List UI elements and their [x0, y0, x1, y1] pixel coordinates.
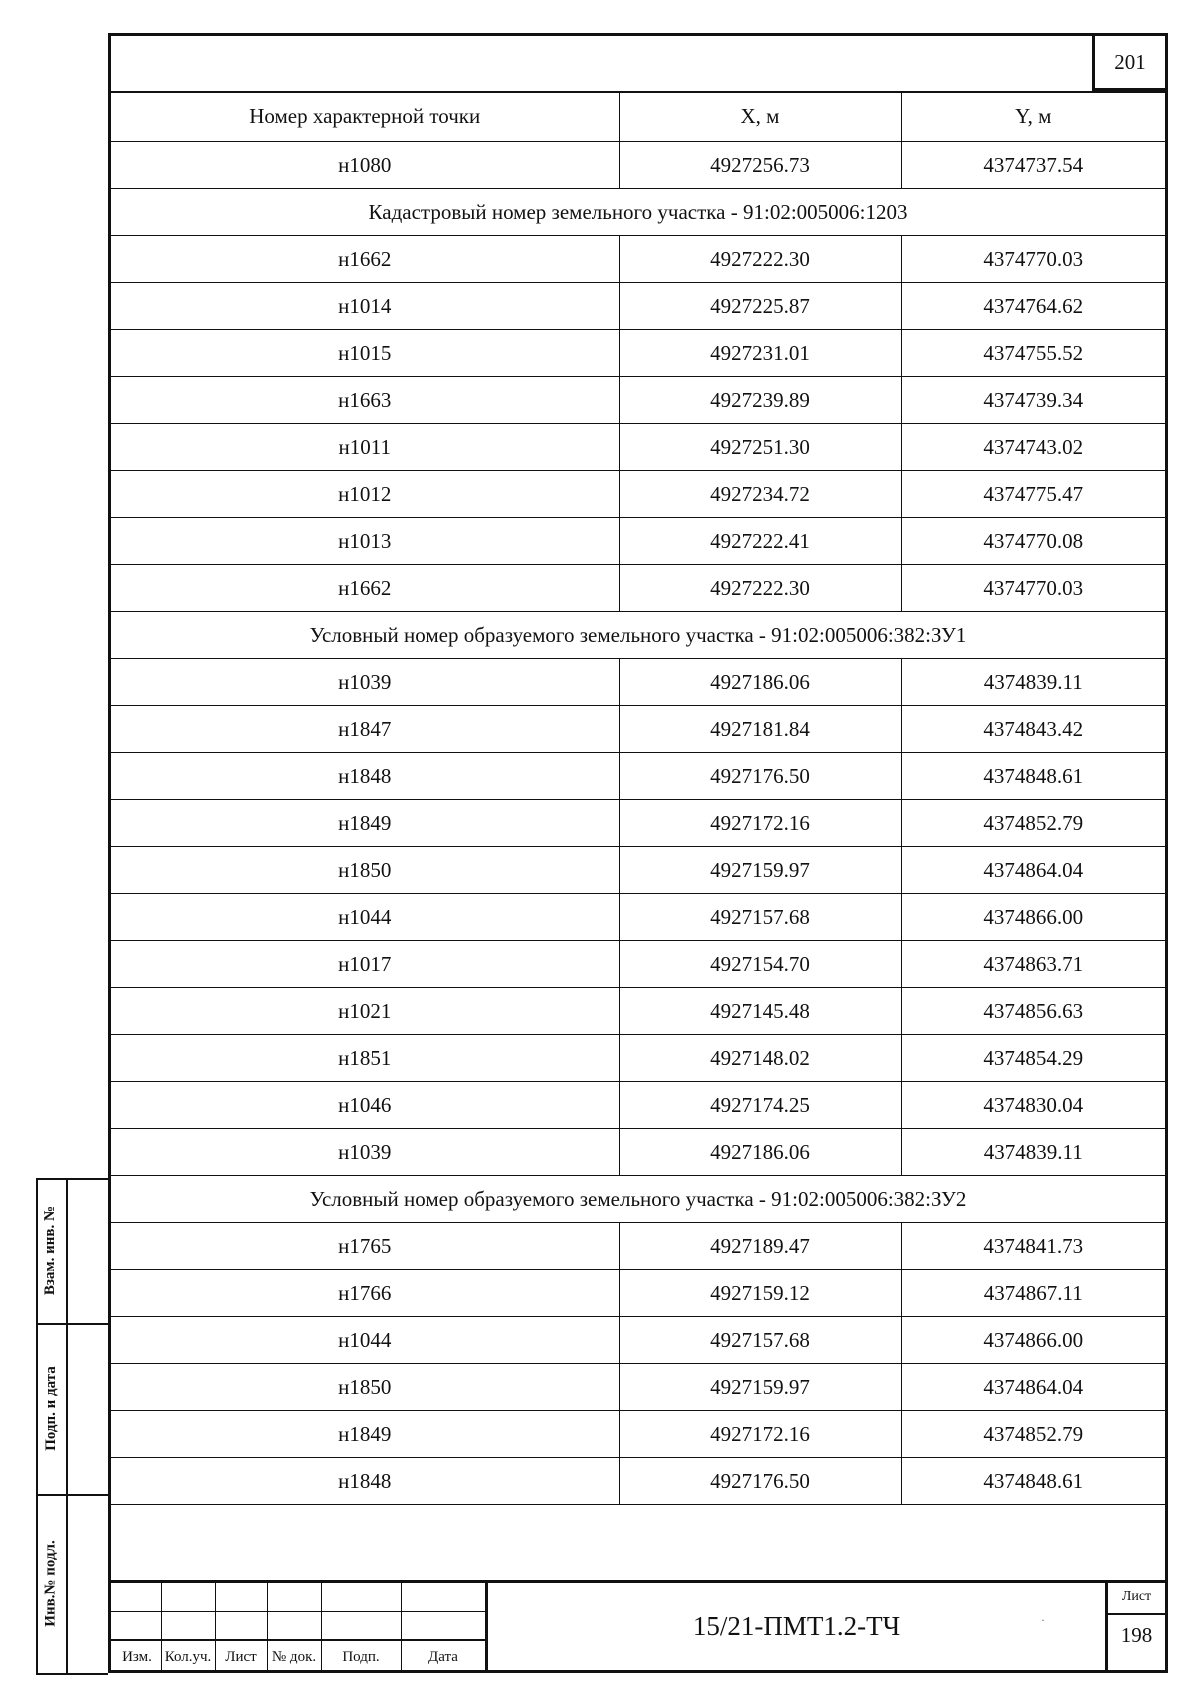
table-row: [111, 330, 1165, 377]
section-title: Условный номер образуемого земельного участка - 91:02:005006:382:ЗУ1: [111, 612, 1165, 659]
table-row: [111, 1458, 1165, 1505]
x-coordinate-cell: 4927172.16: [619, 800, 901, 847]
table-row: [111, 565, 1165, 612]
point-number-cell: н1011: [111, 424, 619, 471]
sheet-box: [1105, 1583, 1165, 1670]
point-number-cell: н1017: [111, 941, 619, 988]
table-row: [111, 1129, 1165, 1176]
x-coordinate-cell: 4927256.73: [619, 142, 901, 189]
x-coordinate-cell: 4927181.84: [619, 706, 901, 753]
table-row: [111, 236, 1165, 283]
x-coordinate-cell: 4927154.70: [619, 941, 901, 988]
coordinates-table: [111, 91, 1165, 1505]
table-row: [111, 1411, 1165, 1458]
x-coordinate-cell: 4927239.89: [619, 377, 901, 424]
label-doc-number: № док.: [271, 1649, 317, 1665]
table-row: [111, 1270, 1165, 1317]
y-coordinate-cell: 4374770.08: [901, 518, 1165, 565]
x-coordinate-cell: 4927176.50: [619, 753, 901, 800]
table-row: [111, 283, 1165, 330]
point-number-cell: н1021: [111, 988, 619, 1035]
y-coordinate-cell: 4374737.54: [901, 142, 1165, 189]
y-coordinate-cell: 4374864.04: [901, 1364, 1165, 1411]
y-coordinate-cell: 4374856.63: [901, 988, 1165, 1035]
x-coordinate-cell: 4927157.68: [619, 1317, 901, 1364]
label-kol-uch: Кол.уч.: [164, 1649, 212, 1665]
y-coordinate-cell: 4374841.73: [901, 1223, 1165, 1270]
table-row: [111, 471, 1165, 518]
y-coordinate-cell: 4374764.62: [901, 283, 1165, 330]
point-number-cell: н1662: [111, 236, 619, 283]
page-number: 201: [1092, 36, 1165, 91]
point-number-cell: н1849: [111, 800, 619, 847]
x-coordinate-cell: 4927222.30: [619, 236, 901, 283]
section-row: [111, 189, 1165, 236]
table-row: [111, 377, 1165, 424]
table-header-row: [111, 91, 1165, 142]
table-row: [111, 142, 1165, 189]
point-number-cell: н1850: [111, 1364, 619, 1411]
y-coordinate-cell: 4374770.03: [901, 236, 1165, 283]
table-row: [111, 1317, 1165, 1364]
y-coordinate-cell: 4374830.04: [901, 1082, 1165, 1129]
y-coordinate-cell: 4374852.79: [901, 1411, 1165, 1458]
header-point-number: Номер характерной точки: [111, 91, 619, 142]
y-coordinate-cell: 4374770.03: [901, 565, 1165, 612]
table-row: [111, 659, 1165, 706]
margin-label-vzam: Взам. инв. №: [42, 1205, 59, 1296]
point-number-cell: н1014: [111, 283, 619, 330]
point-number-cell: н1015: [111, 330, 619, 377]
x-coordinate-cell: 4927225.87: [619, 283, 901, 330]
table-row: [111, 518, 1165, 565]
point-number-cell: н1013: [111, 518, 619, 565]
table-row: [111, 753, 1165, 800]
x-coordinate-cell: 4927159.97: [619, 847, 901, 894]
table-row: [111, 1364, 1165, 1411]
x-coordinate-cell: 4927159.12: [619, 1270, 901, 1317]
point-number-cell: н1766: [111, 1270, 619, 1317]
table-row: [111, 1035, 1165, 1082]
sheet-number: 198: [1120, 1623, 1153, 1647]
x-coordinate-cell: 4927174.25: [619, 1082, 901, 1129]
y-coordinate-cell: 4374848.61: [901, 753, 1165, 800]
point-number-cell: н1765: [111, 1223, 619, 1270]
table-row: [111, 941, 1165, 988]
x-coordinate-cell: 4927231.01: [619, 330, 901, 377]
point-number-cell: н1663: [111, 377, 619, 424]
y-coordinate-cell: 4374843.42: [901, 706, 1165, 753]
y-coordinate-cell: 4374867.11: [901, 1270, 1165, 1317]
x-coordinate-cell: 4927234.72: [619, 471, 901, 518]
section-row: [111, 612, 1165, 659]
x-coordinate-cell: 4927186.06: [619, 659, 901, 706]
point-number-cell: н1046: [111, 1082, 619, 1129]
table-row: [111, 1082, 1165, 1129]
label-list: Лист: [225, 1649, 257, 1665]
page-frame: [108, 33, 1168, 1673]
y-coordinate-cell: 4374854.29: [901, 1035, 1165, 1082]
label-date: Дата: [428, 1649, 458, 1665]
table-row: [111, 706, 1165, 753]
table-row: [111, 988, 1165, 1035]
section-title: Кадастровый номер земельного участка - 91:02:005006:1203: [111, 189, 1165, 236]
table-row: [111, 847, 1165, 894]
top-strip: [111, 36, 1165, 93]
sheet-label: Лист: [1108, 1589, 1165, 1615]
x-coordinate-cell: 4927159.97: [619, 1364, 901, 1411]
y-coordinate-cell: 4374864.04: [901, 847, 1165, 894]
point-number-cell: н1849: [111, 1411, 619, 1458]
y-coordinate-cell: 4374866.00: [901, 1317, 1165, 1364]
y-coordinate-cell: 4374866.00: [901, 894, 1165, 941]
x-coordinate-cell: 4927222.41: [619, 518, 901, 565]
x-coordinate-cell: 4927176.50: [619, 1458, 901, 1505]
x-coordinate-cell: 4927251.30: [619, 424, 901, 471]
point-number-cell: н1039: [111, 1129, 619, 1176]
point-number-cell: н1848: [111, 1458, 619, 1505]
x-coordinate-cell: 4927186.06: [619, 1129, 901, 1176]
point-number-cell: н1044: [111, 1317, 619, 1364]
x-coordinate-cell: 4927172.16: [619, 1411, 901, 1458]
section-row: [111, 1176, 1165, 1223]
table-body: [111, 142, 1165, 1505]
x-coordinate-cell: 4927145.48: [619, 988, 901, 1035]
y-coordinate-cell: 4374775.47: [901, 471, 1165, 518]
point-number-cell: н1012: [111, 471, 619, 518]
x-coordinate-cell: 4927148.02: [619, 1035, 901, 1082]
title-block: [111, 1580, 1165, 1670]
table-row: [111, 1223, 1165, 1270]
document-code: 15/21-ПМТ1.2-ТЧ: [692, 1611, 901, 1641]
header-y: Y, м: [901, 91, 1165, 142]
y-coordinate-cell: 4374852.79: [901, 800, 1165, 847]
x-coordinate-cell: 4927157.68: [619, 894, 901, 941]
table-row: [111, 800, 1165, 847]
table-row: [111, 894, 1165, 941]
y-coordinate-cell: 4374848.61: [901, 1458, 1165, 1505]
x-coordinate-cell: 4927222.30: [619, 565, 901, 612]
point-number-cell: н1080: [111, 142, 619, 189]
y-coordinate-cell: 4374839.11: [901, 1129, 1165, 1176]
y-coordinate-cell: 4374755.52: [901, 330, 1165, 377]
table-row: [111, 424, 1165, 471]
margin-label-inv: Инв.№ подл.: [42, 1540, 59, 1627]
section-title: Условный номер образуемого земельного участка - 91:02:005006:382:ЗУ2: [111, 1176, 1165, 1223]
label-izm: Изм.: [122, 1649, 152, 1665]
point-number-cell: н1662: [111, 565, 619, 612]
point-number-cell: н1847: [111, 706, 619, 753]
y-coordinate-cell: 4374863.71: [901, 941, 1165, 988]
header-x: X, м: [619, 91, 901, 142]
margin-label-podp: Подп. и дата: [42, 1366, 59, 1451]
point-number-cell: н1850: [111, 847, 619, 894]
scan-speck: ·: [1041, 1613, 1045, 1627]
label-signature: Подп.: [342, 1649, 380, 1665]
revision-grid: [111, 1583, 485, 1670]
y-coordinate-cell: 4374743.02: [901, 424, 1165, 471]
point-number-cell: н1039: [111, 659, 619, 706]
y-coordinate-cell: 4374839.11: [901, 659, 1165, 706]
margin-stamp: [36, 1178, 108, 1673]
point-number-cell: н1848: [111, 753, 619, 800]
point-number-cell: н1851: [111, 1035, 619, 1082]
x-coordinate-cell: 4927189.47: [619, 1223, 901, 1270]
point-number-cell: н1044: [111, 894, 619, 941]
y-coordinate-cell: 4374739.34: [901, 377, 1165, 424]
